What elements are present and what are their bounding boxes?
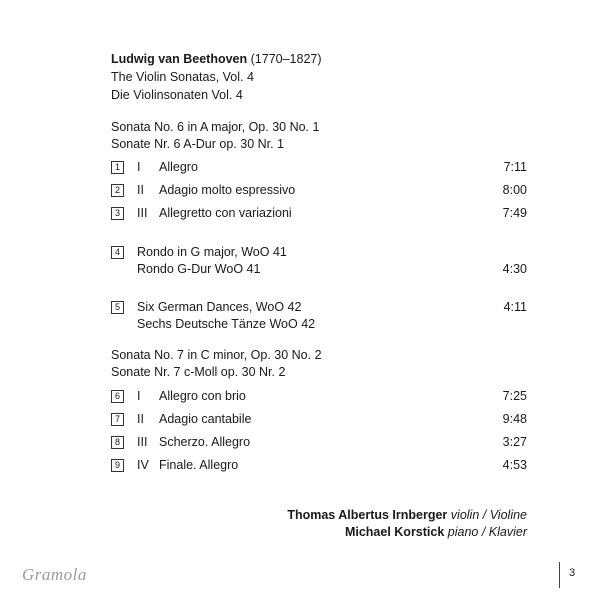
track-title: Scherzo. Allegro [159, 435, 251, 449]
performer-line [345, 525, 527, 539]
track-number-box: 3 [111, 207, 124, 220]
movement-numeral: I [137, 389, 141, 403]
track-title: Finale. Allegro [159, 458, 239, 472]
track-duration: 3:27 [502, 435, 527, 449]
track-title: Adagio cantabile [159, 412, 252, 426]
track-number-box: 1 [111, 161, 124, 174]
track-number-box: 4 [111, 246, 124, 259]
sonata6-title-de: Sonate Nr. 6 A-Dur op. 30 Nr. 1 [111, 137, 285, 151]
track-title: Allegro [159, 160, 198, 174]
movement-numeral: I [137, 160, 141, 174]
sonata7-title-en: Sonata No. 7 in C minor, Op. 30 No. 2 [111, 348, 322, 362]
track-title: Allegro con brio [159, 389, 246, 403]
track-number-box: 2 [111, 184, 124, 197]
composer-name: Ludwig van Beethoven [111, 52, 248, 66]
movement-numeral: IV [137, 458, 149, 472]
dances-block [0, 300, 600, 334]
rondo-block [0, 245, 600, 279]
composer-dates: (1770–1827) [250, 52, 322, 66]
movement-numeral: II [137, 412, 144, 426]
track-row [0, 389, 600, 405]
performer-name: Michael Korstick [344, 525, 445, 539]
track-title: Adagio molto espressivo [159, 183, 296, 197]
track-duration: 7:11 [503, 160, 527, 174]
track-duration: 4:53 [502, 458, 527, 472]
sonata7-title-de: Sonate Nr. 7 c-Moll op. 30 Nr. 2 [111, 365, 286, 379]
track-duration: 8:00 [502, 183, 527, 197]
track-row [0, 206, 600, 222]
track-duration: 4:30 [502, 262, 527, 276]
movement-numeral: II [137, 183, 144, 197]
performer-name: Thomas Albertus Irnberger [287, 508, 448, 522]
track-duration: 9:48 [502, 412, 527, 426]
subtitle-en: The Violin Sonatas, Vol. 4 [111, 70, 254, 84]
dances-title-en: Six German Dances, WoO 42 [137, 300, 302, 314]
track-row [0, 435, 600, 451]
track-row [0, 412, 600, 428]
track-number-box: 8 [111, 436, 124, 449]
composer-line [111, 52, 322, 66]
track-number-box: 5 [111, 301, 124, 314]
track-number-box: 7 [111, 413, 124, 426]
sonata6-title-en: Sonata No. 6 in A major, Op. 30 No. 1 [111, 120, 320, 134]
track-row [0, 183, 600, 199]
rondo-title-de: Rondo G-Dur WoO 41 [137, 262, 261, 276]
track-row [0, 160, 600, 176]
gramola-logo: Gramola [22, 565, 87, 584]
track-number-box: 9 [111, 459, 124, 472]
page-divider [559, 562, 560, 588]
performer-role: piano / Klavier [447, 525, 527, 539]
performer-line [287, 508, 527, 522]
track-duration: 7:49 [502, 206, 527, 220]
track-row [0, 458, 600, 474]
track-duration: 4:11 [503, 300, 527, 314]
movement-numeral: III [137, 206, 148, 220]
track-duration: 7:25 [502, 389, 527, 403]
track-title: Allegretto con variazioni [159, 206, 292, 220]
rondo-title-en: Rondo in G major, WoO 41 [137, 245, 287, 259]
track-number-box: 6 [111, 390, 124, 403]
page-number: 3 [569, 567, 576, 579]
dances-title-de: Sechs Deutsche Tänze WoO 42 [137, 317, 316, 331]
subtitle-de: Die Violinsonaten Vol. 4 [111, 88, 243, 102]
performer-role: violin / Violine [450, 508, 527, 522]
movement-numeral: III [137, 435, 148, 449]
